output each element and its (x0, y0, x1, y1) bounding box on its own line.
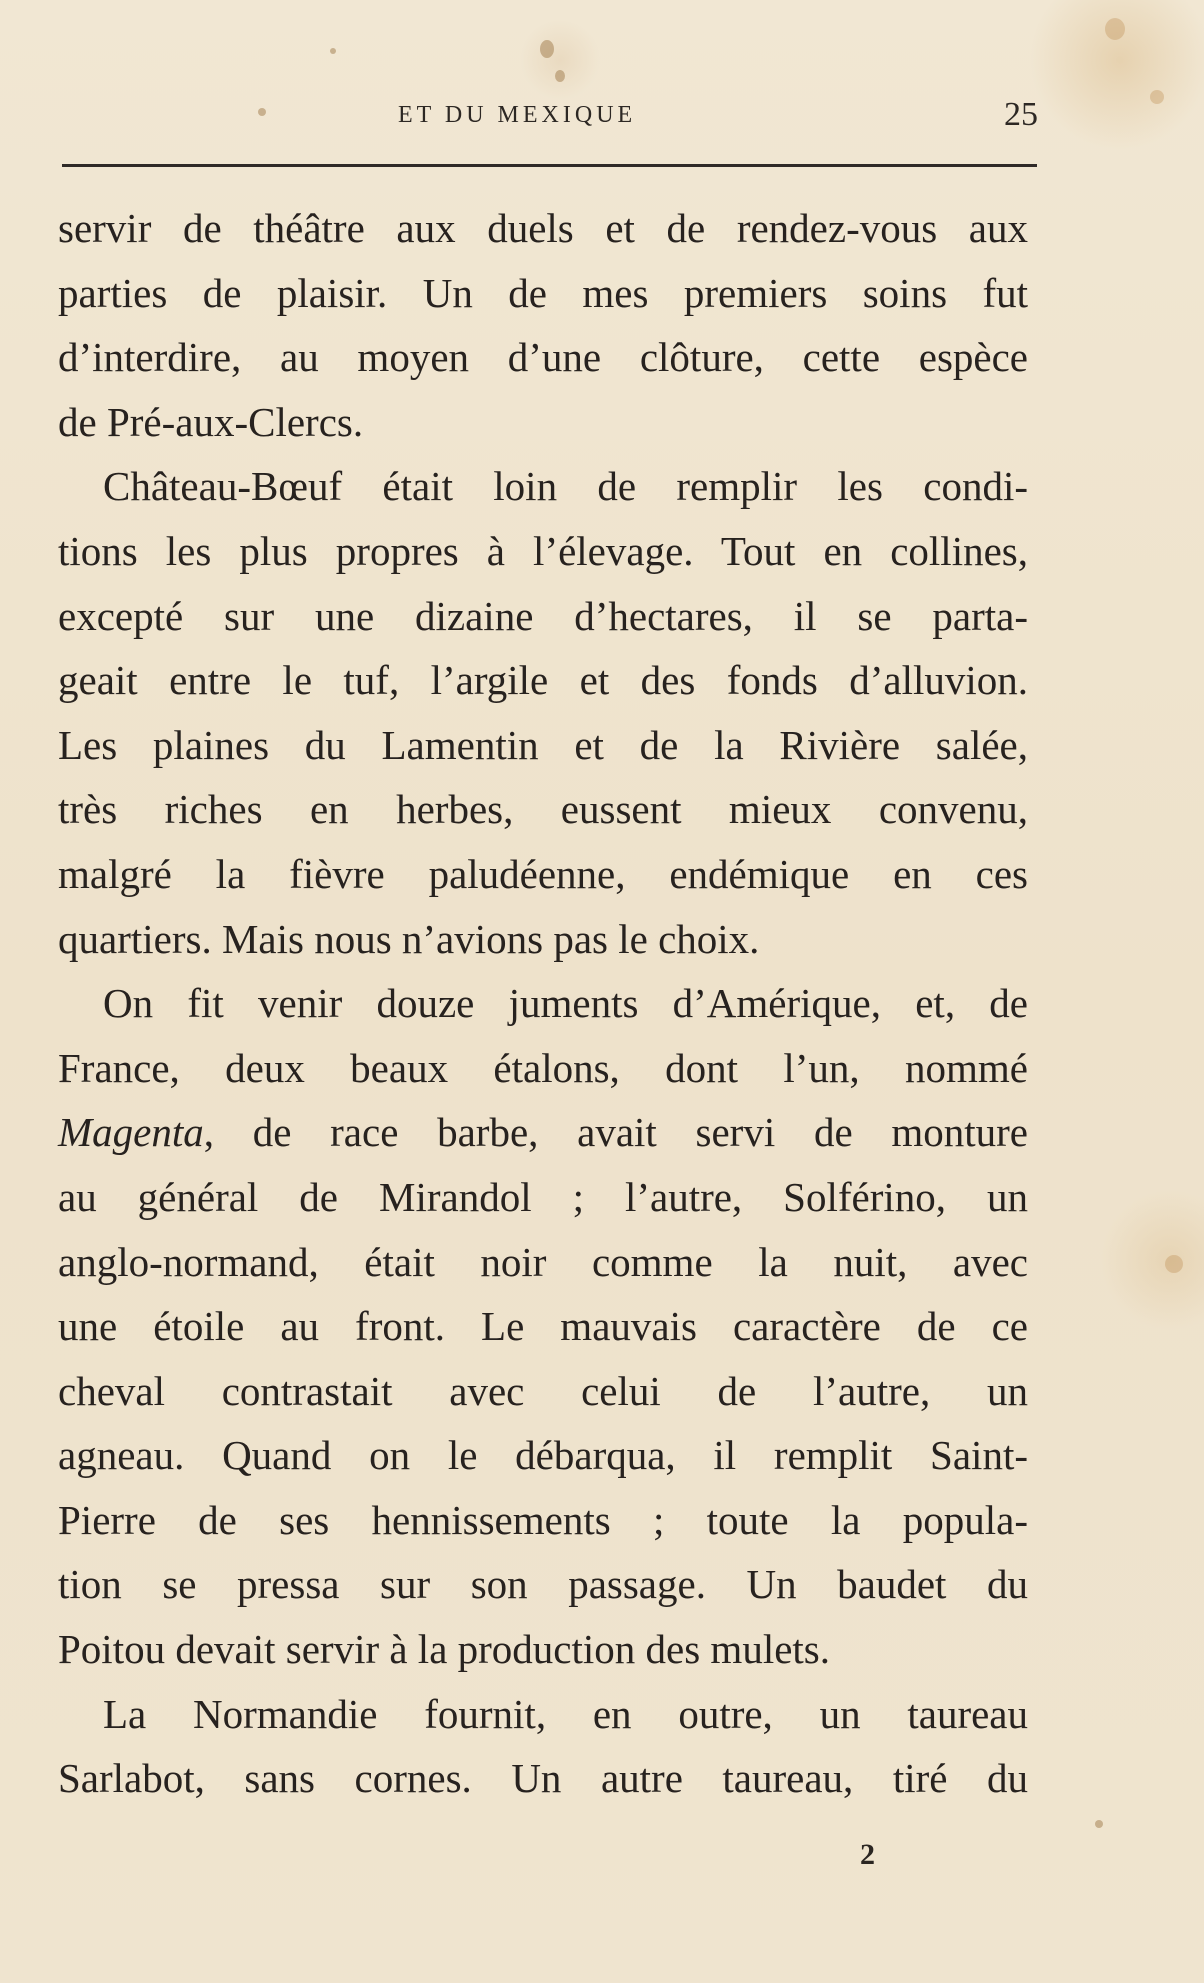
italic-word: Magenta (58, 1109, 204, 1156)
line-text: tions les plus propres à l’élevage. Tout en collines, (58, 527, 1028, 574)
page-number: 25 (1004, 96, 1038, 133)
text-line (58, 1552, 1028, 1617)
line-text: d’interdire, au moyen d’une clôture, cette espèce (58, 334, 1028, 381)
line-text: de Pré-aux-Clercs. (58, 398, 364, 445)
text-line (58, 519, 1028, 584)
line-text: Sarlabot, sans cornes. Un autre taureau, tiré du (58, 1755, 1028, 1802)
text-line (58, 1165, 1028, 1230)
signature-mark: 2 (860, 1838, 875, 1871)
line-text: tion se pressa sur son passage. Un baudet du (58, 1561, 1028, 1608)
text-line (58, 1617, 1028, 1682)
ink-speck (540, 40, 554, 58)
text-line (58, 713, 1028, 778)
foxing-spot (1165, 1255, 1183, 1273)
text-line (58, 1746, 1028, 1811)
text-line (58, 1682, 1028, 1747)
text-line (58, 325, 1028, 390)
text-line (58, 648, 1028, 713)
text-line (58, 1359, 1028, 1424)
line-text: Poitou devait servir à la production des mulets. (58, 1626, 831, 1673)
body-text (58, 196, 1028, 1811)
line-text: geait entre le tuf, l’argile et des fonds d’alluvion. (58, 657, 1028, 704)
text-line (58, 1423, 1028, 1488)
text-line (58, 777, 1028, 842)
text-line (58, 584, 1028, 649)
line-text: malgré la fièvre paludéenne, endémique en ces (58, 850, 1028, 897)
running-header (58, 92, 1038, 140)
line-text: une étoile au front. Le mauvais caractère de ce (58, 1303, 1028, 1350)
line-text: France, deux beaux étalons, dont l’un, nommé (58, 1044, 1028, 1091)
text-line (58, 842, 1028, 907)
line-text: La Normandie fournit, en outre, un taureau (103, 1690, 1028, 1737)
line-text: On fit venir douze juments d’Amérique, et, de (103, 980, 1028, 1027)
foxing-spot (1150, 90, 1164, 104)
line-text: quartiers. Mais nous n’avions pas le choix. (58, 915, 760, 962)
text-line (58, 390, 1028, 455)
text-line (58, 971, 1028, 1036)
ink-speck (1095, 1820, 1103, 1828)
text-line (58, 261, 1028, 326)
line-text: , de race barbe, avait servi de monture (203, 1109, 1028, 1156)
line-text: servir de théâtre aux duels et de rendez-vous aux (58, 205, 1028, 251)
line-text: très riches en herbes, eussent mieux convenu, (58, 786, 1028, 833)
line-text: cheval contrastait avec celui de l’autre, un (58, 1367, 1028, 1414)
text-line (58, 1488, 1028, 1553)
text-line (58, 1100, 1028, 1165)
text-line (58, 1230, 1028, 1295)
text-line (58, 454, 1028, 519)
line-text: anglo-normand, était noir comme la nuit, avec (58, 1238, 1028, 1285)
header-rule (62, 164, 1037, 167)
line-text: au général de Mirandol ; l’autre, Solférino, un (58, 1173, 1028, 1220)
line-text: parties de plaisir. Un de mes premiers soins fut (58, 269, 1028, 316)
line-text: excepté sur une dizaine d’hectares, il se parta- (58, 592, 1028, 639)
foxing-spot (1105, 18, 1125, 40)
text-line (58, 196, 1028, 261)
line-text: Château-Bœuf était loin de remplir les condi- (103, 463, 1028, 510)
text-line (58, 1036, 1028, 1101)
line-text: Pierre de ses hennissements ; toute la popula- (58, 1496, 1028, 1543)
line-text: Les plaines du Lamentin et de la Rivière salée, (58, 721, 1028, 768)
text-line (58, 1294, 1028, 1359)
line-text: agneau. Quand on le débarqua, il remplit Saint- (58, 1432, 1028, 1479)
ink-speck (555, 70, 565, 82)
ink-speck (330, 48, 336, 54)
running-title: ET DU MEXIQUE (398, 102, 637, 128)
text-line (58, 907, 1028, 972)
